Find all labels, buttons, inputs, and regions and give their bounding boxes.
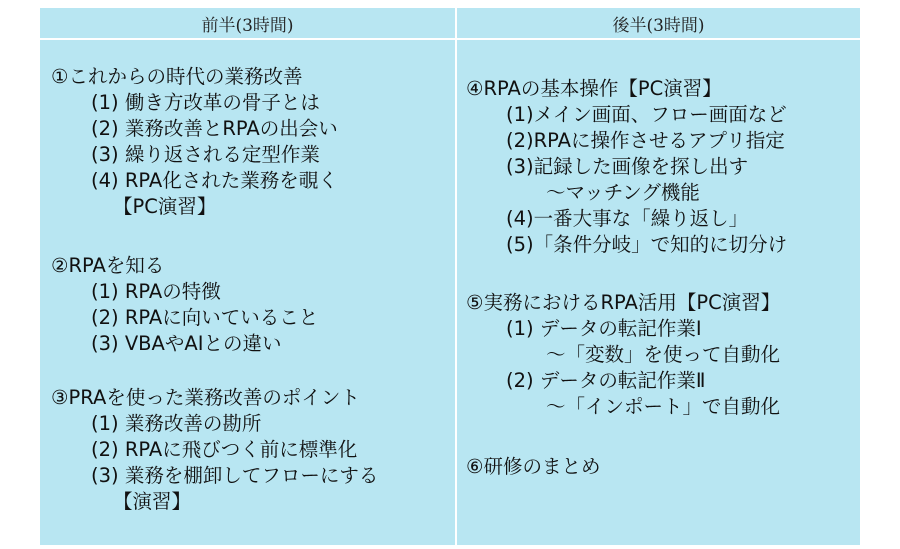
list-item: (3) 繰り返される定型作業: [91, 143, 320, 166]
list-item-continuation: ～「インポート」で自動化: [546, 395, 781, 418]
list-item: (3) VBAやAIとの違い: [91, 332, 282, 355]
section-5: [466, 290, 780, 420]
list-item: (1)メイン画面、フロー画面など: [506, 103, 787, 126]
header-first-half-label: 前半(3時間): [201, 15, 294, 36]
list-item: (2)RPAに操作させるアプリ指定: [506, 129, 785, 152]
section-title: ⑥研修のまとめ: [466, 455, 601, 478]
list-item: (3) 業務を棚卸してフローにする: [91, 464, 379, 487]
section-3: [51, 385, 378, 515]
list-item: (5)「条件分岐」で知的に切分け: [506, 233, 788, 256]
list-item: (2) データの転記作業Ⅱ: [506, 369, 706, 392]
list-item: (4)一番大事な「繰り返し」: [506, 207, 749, 230]
exercise-note: 【PC演習】: [113, 195, 217, 218]
section-6: [466, 454, 600, 480]
list-item: (2) RPAに飛びつく前に標準化: [91, 438, 358, 461]
list-item: (3)記録した画像を探し出す: [506, 155, 749, 178]
column-divider: [455, 0, 457, 549]
exercise-note: 【演習】: [113, 490, 192, 513]
list-item: (1) RPAの特徴: [91, 280, 221, 303]
header-second-half-label: 後半(3時間): [612, 15, 705, 36]
header-second-half: [457, 8, 860, 38]
section-title: ⑤実務におけるRPA活用【PC演習】: [466, 291, 781, 314]
list-item: (1) 業務改善の勘所: [91, 412, 262, 435]
list-item: (1) データの転記作業Ⅰ: [506, 317, 702, 340]
section-1: [51, 64, 338, 220]
section-title: ④RPAの基本操作【PC演習】: [466, 77, 722, 100]
section-4: [466, 76, 787, 258]
section-2: [51, 253, 318, 357]
list-item-continuation: ～「変数」を使って自動化: [546, 343, 781, 366]
list-item: (1) 働き方改革の骨子とは: [91, 91, 320, 114]
section-title: ②RPAを知る: [51, 254, 165, 277]
list-item: (2) RPAに向いていること: [91, 306, 319, 329]
section-title: ③PRAを使った業務改善のポイント: [51, 386, 360, 409]
list-item-continuation: ～マッチング機能: [546, 181, 700, 204]
header-first-half: [40, 8, 455, 38]
list-item: (4) RPA化された業務を覗く: [91, 169, 338, 192]
list-item: (2) 業務改善とRPAの出会い: [91, 117, 338, 140]
section-title: ①これからの時代の業務改善: [51, 65, 303, 88]
